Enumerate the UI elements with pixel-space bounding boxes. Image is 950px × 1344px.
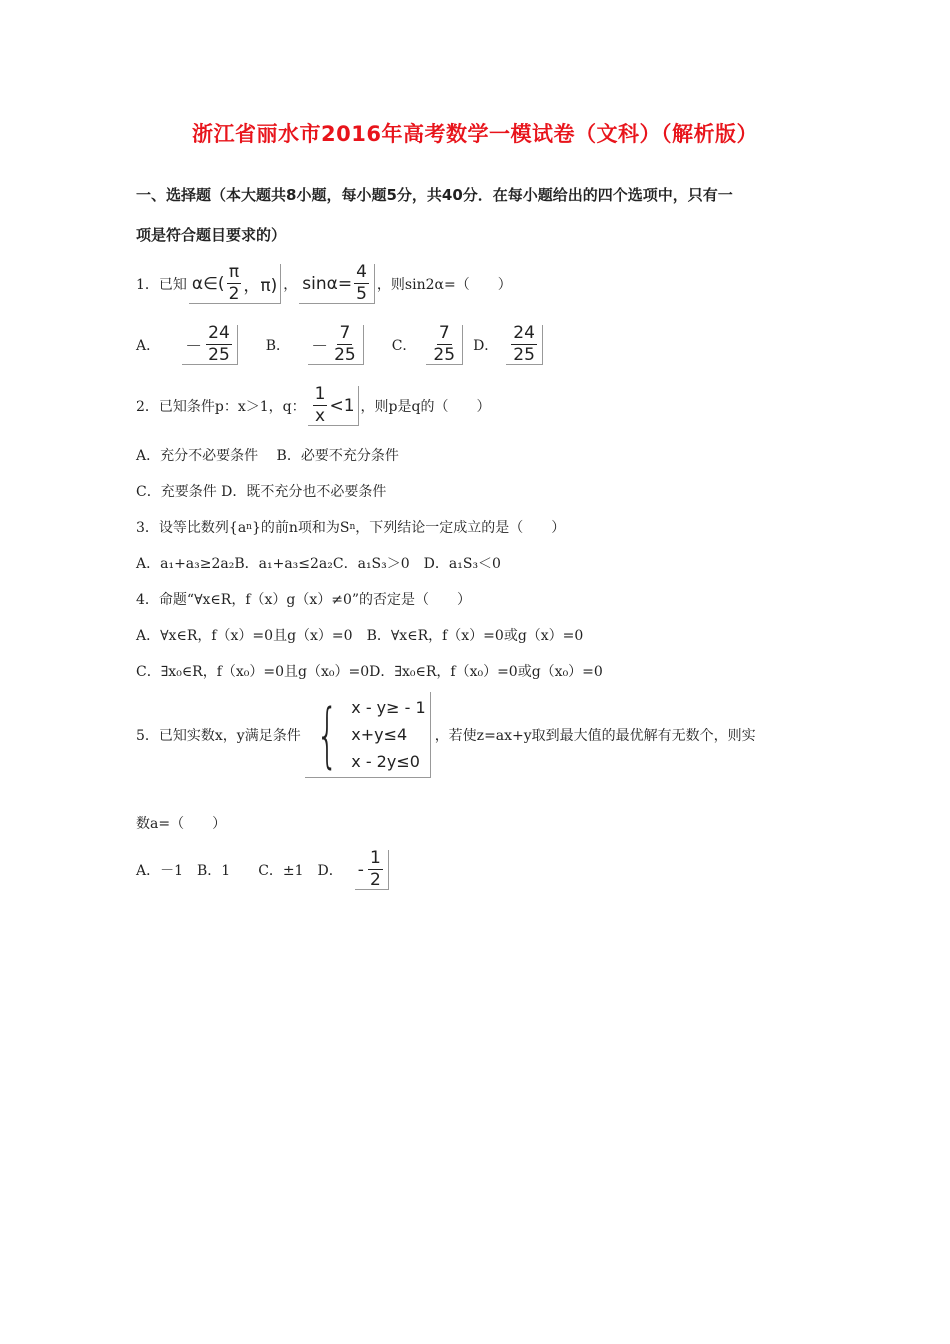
q1-options (136, 322, 545, 368)
q1-option-c-label: C． (391, 338, 417, 354)
q2-options-line1: A．充分不必要条件 B．必要不充分条件 (136, 448, 399, 464)
q1-option-a: － $\frac{24}{25}$ (182, 325, 238, 365)
q5-constraint-2: x+y≤4 (351, 725, 408, 744)
q5-line2: 数a=（ ） (136, 816, 227, 832)
q5-constraint-system (305, 692, 431, 778)
q1-option-b: － $\frac{7}{25}$ (308, 325, 364, 365)
question-5 (136, 692, 756, 778)
q5-option-d: - $\frac{1}{2}$ (355, 850, 389, 890)
q4-options-line2: C．∃x₀∈R，f（x₀）=0且g（x₀）=0D．∃x₀∈R，f（x₀）=0或g（x₀）=0 (136, 664, 603, 680)
q5-constraint-1: x - y≥ - 1 (351, 698, 426, 717)
q1-suffix: ，则sin2α=（ ） (376, 277, 512, 293)
q4-options-line1: A．∀x∈R，f（x）=0且g（x）=0 B．∀x∈R，f（x）=0或g（x）=0 (136, 628, 584, 644)
q2-prefix: 2．已知条件p：x＞1，q： (136, 399, 306, 415)
q1-option-d: $\frac{24}{25}$ (506, 325, 543, 365)
q5-options: A．－1 B．1 C．±1 D． - $\frac{1}{2}$ (136, 848, 391, 892)
left-brace-icon: { (315, 693, 339, 776)
q1-prefix: 1．已知 (136, 277, 187, 293)
q1-alpha-interval-formula: α∈( $\frac{\pi}{2}$ ，π) (189, 264, 281, 304)
section-heading-line1: 一、选择题（本大题共8小题，每小题5分，共40分．在每小题给出的四个选项中，只有一 (136, 186, 733, 204)
q1-option-a-label: A． (136, 338, 161, 354)
q1-sin-formula: sinα= $\frac{4}{5}$ (299, 264, 375, 304)
question-1: 1．已知 α∈( $\frac{\pi}{2}$ ，π) ， sinα= $\frac{4}{5}$ ，则sin2α=（ ） (136, 262, 512, 304)
section-heading (136, 175, 826, 255)
q3-options: A．a₁+a₃≥2a₂B．a₁+a₃≤2a₂C．a₁S₃＞0 D．a₁S₃＜0 (136, 556, 501, 572)
q2-options-line2: C．充要条件 D．既不充分也不必要条件 (136, 484, 387, 500)
q1-option-d-label: D． (473, 338, 499, 354)
question-3: 3．设等比数列{a n }的前n项和为S n ，下列结论一定成立的是（ ） (136, 520, 566, 536)
q1-option-b-label: B． (265, 338, 291, 354)
section-heading-line2: 项是符合题目要求的） (136, 226, 287, 244)
question-2 (136, 384, 490, 428)
q5-suffix: ，若使z=ax+y取到最大值的最优解有无数个，则实 (434, 728, 756, 744)
q2-inequality-formula: $\frac{1}{x}$ <1 (308, 386, 359, 426)
question-4: 4．命题“∀x∈R，f（x）g（x）≠0”的否定是（ ） (136, 592, 472, 608)
q2-suffix: ，则p是q的（ ） (360, 399, 491, 415)
q1-option-c: $\frac{7}{25}$ (426, 325, 463, 365)
document-title: 浙江省丽水市2016年高考数学一模试卷（文科）（解析版） (192, 122, 758, 146)
q5-constraint-3: x - 2y≤0 (351, 752, 420, 771)
q5-prefix: 5．已知实数x，y满足条件 (136, 728, 301, 744)
